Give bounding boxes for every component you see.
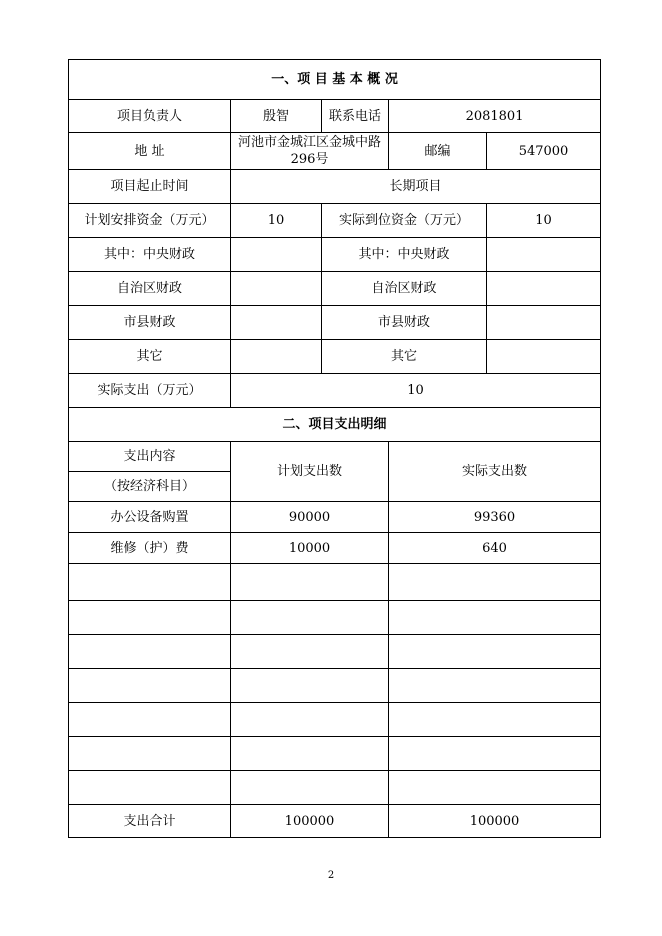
empty-cell: [231, 601, 389, 635]
actual-funds-value: 10: [487, 204, 601, 238]
actual-spend-value: 10: [231, 374, 601, 408]
page-number: 2: [327, 870, 335, 881]
empty-row: [69, 601, 601, 635]
empty-cell: [389, 737, 601, 771]
region-finance-label: 自治区财政: [69, 272, 231, 306]
expense-actual: 640: [389, 533, 601, 564]
empty-cell: [231, 737, 389, 771]
postcode-label: 邮编: [389, 133, 487, 170]
period-label: 项目起止时间: [69, 170, 231, 204]
empty-cell: [231, 564, 389, 601]
region-finance-label-2: 自治区财政: [322, 272, 487, 306]
expense-item: 维修（护）费: [69, 533, 231, 564]
empty-cell: [231, 771, 389, 805]
address-value: 河池市金城江区金城中路296号: [231, 133, 389, 170]
empty-cell: [69, 737, 231, 771]
total-planned: 100000: [231, 805, 389, 838]
expense-planned: 10000: [231, 533, 389, 564]
empty-cell: [389, 635, 601, 669]
section2-title: 二、项目支出明细: [69, 408, 601, 442]
empty-cell: [69, 771, 231, 805]
empty-cell: [69, 564, 231, 601]
region-finance-planned: [231, 272, 322, 306]
other-label: 其它: [69, 340, 231, 374]
total-label: 支出合计: [69, 805, 231, 838]
empty-cell: [69, 635, 231, 669]
col-content-header: 支出内容: [69, 442, 231, 472]
actual-funds-label: 实际到位资金（万元）: [322, 204, 487, 238]
central-finance-actual: [487, 238, 601, 272]
region-finance-actual: [487, 272, 601, 306]
total-actual: 100000: [389, 805, 601, 838]
city-finance-label-2: 市县财政: [322, 306, 487, 340]
empty-cell: [231, 669, 389, 703]
phone-value: 2081801: [389, 100, 601, 133]
planned-funds-value: 10: [231, 204, 322, 238]
central-finance-planned: [231, 238, 322, 272]
address-label: 地 址: [69, 133, 231, 170]
col-actual-header: 实际支出数: [389, 442, 601, 502]
empty-cell: [69, 669, 231, 703]
empty-cell: [69, 601, 231, 635]
planned-funds-label: 计划安排资金（万元）: [69, 204, 231, 238]
table-row: [69, 502, 601, 533]
city-finance-planned: [231, 306, 322, 340]
manager-label: 项目负责人: [69, 100, 231, 133]
project-summary-table: [68, 59, 601, 838]
section1-title: 一、项 目 基 本 概 况: [69, 60, 601, 100]
central-finance-label: 其中：中央财政: [69, 238, 231, 272]
empty-cell: [231, 635, 389, 669]
empty-row: [69, 669, 601, 703]
expense-planned: 90000: [231, 502, 389, 533]
central-finance-label-2: 其中：中央财政: [322, 238, 487, 272]
period-value: 长期项目: [231, 170, 601, 204]
empty-cell: [69, 703, 231, 737]
empty-cell: [389, 703, 601, 737]
manager-value: 殷智: [231, 100, 322, 133]
col-planned-header: 计划支出数: [231, 442, 389, 502]
actual-spend-label: 实际支出（万元）: [69, 374, 231, 408]
postcode-value: 547000: [487, 133, 601, 170]
phone-label: 联系电话: [322, 100, 389, 133]
empty-cell: [389, 564, 601, 601]
city-finance-label: 市县财政: [69, 306, 231, 340]
empty-row: [69, 771, 601, 805]
expense-item: 办公设备购置: [69, 502, 231, 533]
total-row: [69, 805, 601, 838]
empty-cell: [389, 771, 601, 805]
empty-cell: [389, 669, 601, 703]
empty-cell: [389, 601, 601, 635]
col-content-subheader: （按经济科目）: [69, 472, 231, 502]
city-finance-actual: [487, 306, 601, 340]
empty-row: [69, 635, 601, 669]
empty-row: [69, 564, 601, 601]
empty-row: [69, 703, 601, 737]
empty-row: [69, 737, 601, 771]
expense-actual: 99360: [389, 502, 601, 533]
other-actual: [487, 340, 601, 374]
other-label-2: 其它: [322, 340, 487, 374]
other-planned: [231, 340, 322, 374]
empty-cell: [231, 703, 389, 737]
table-row: [69, 533, 601, 564]
